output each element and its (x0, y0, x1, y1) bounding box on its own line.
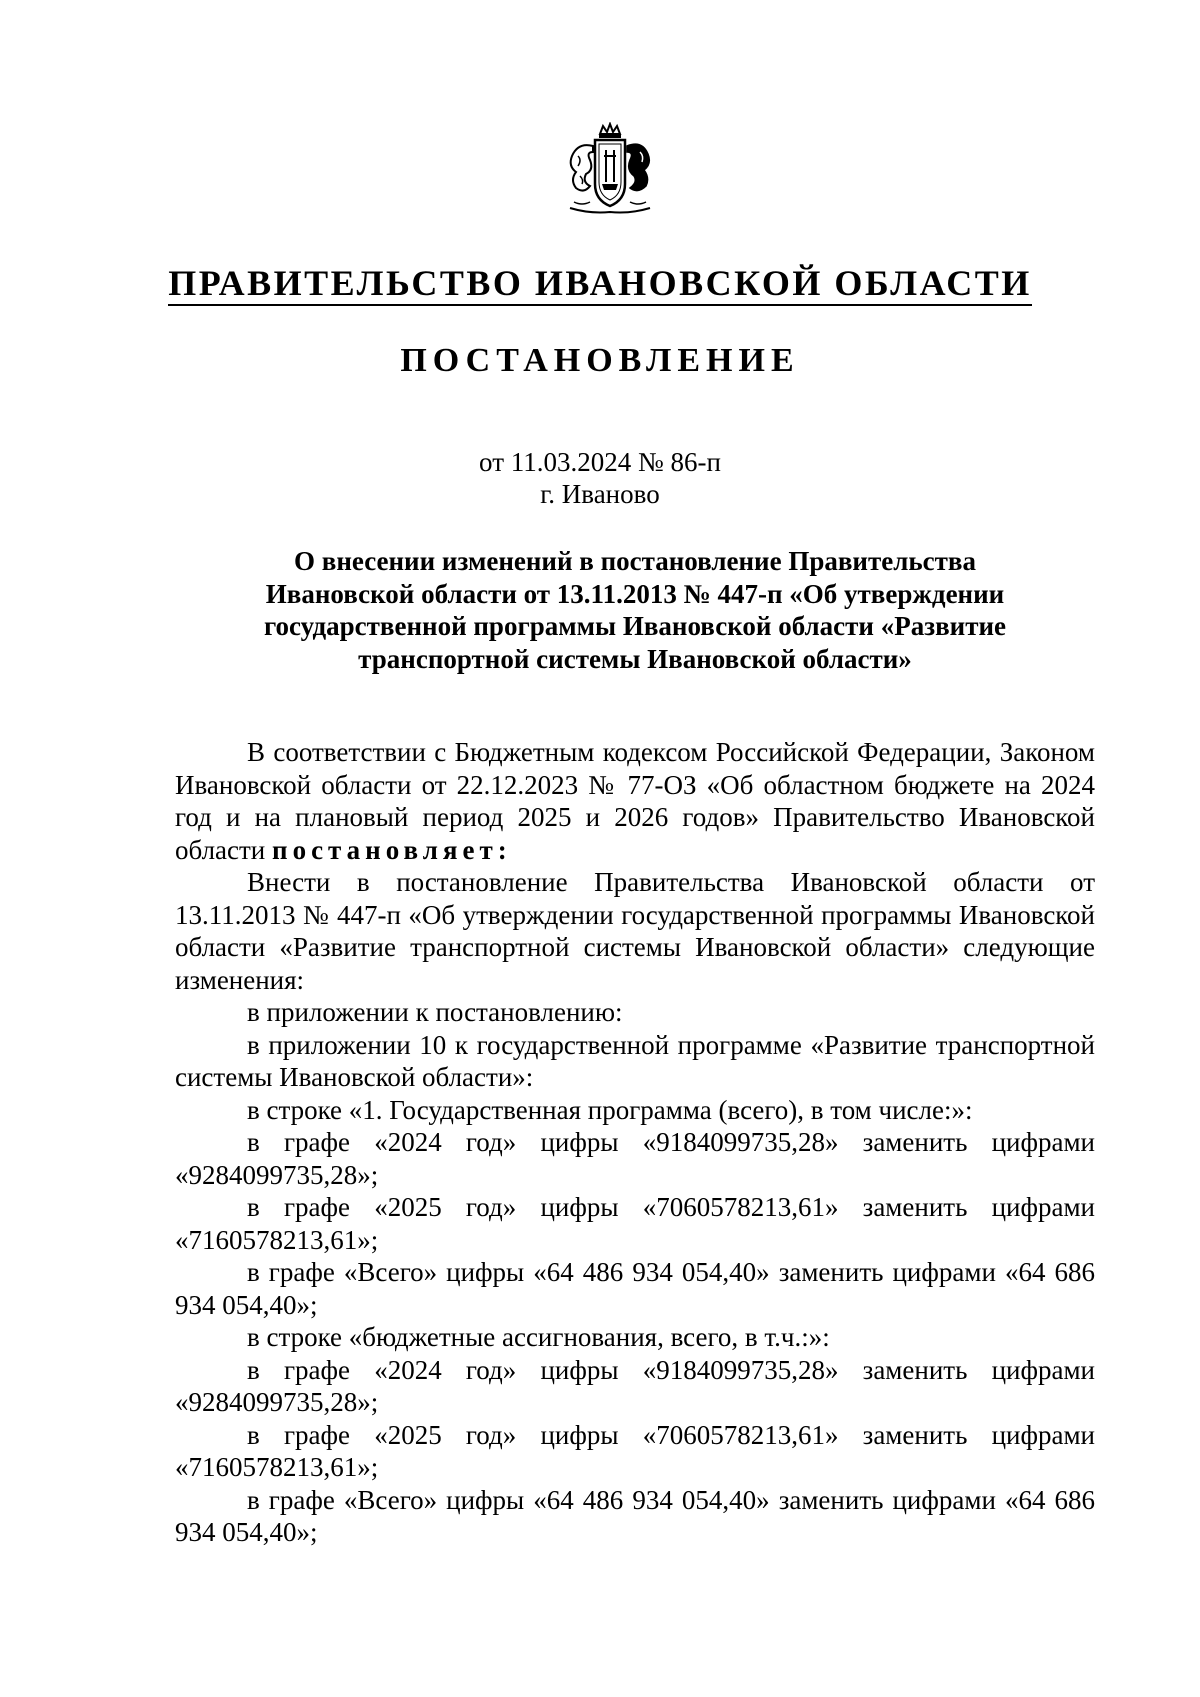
body-paragraph: в графе «Всего» цифры «64 486 934 054,40» заменить цифрами «64 686 934 054,40»; (175, 1257, 1095, 1320)
body-paragraph: в графе «2024 год» цифры «9184099735,28» заменить цифрами «9284099735,28»; (175, 1354, 1095, 1417)
body-paragraph: в приложении к постановлению: (247, 997, 623, 1027)
body-paragraph-preamble (175, 736, 1095, 866)
document-date-block (0, 446, 1200, 510)
document-date-number: от 11.03.2024 № 86-п (479, 447, 721, 477)
subject-line: О внесении изменений в постановление Правительства (294, 546, 976, 576)
body-paragraph: в графе «2024 год» цифры «9184099735,28» заменить цифрами «9284099735,28»; (175, 1127, 1095, 1190)
body-paragraph: в приложении 10 к государственной программе «Развитие транспортной системы Ивановской области»: (175, 1029, 1095, 1092)
body-paragraph: в графе «2025 год» цифры «7060578213,61» заменить цифрами «7160578213,61»; (175, 1419, 1095, 1482)
body-paragraph: в графе «2025 год» цифры «7060578213,61» заменить цифрами «7160578213,61»; (175, 1192, 1095, 1255)
government-title-text: ПРАВИТЕЛЬСТВО ИВАНОВСКОЙ ОБЛАСТИ (168, 263, 1032, 306)
body-paragraph: в графе «Всего» цифры «64 486 934 054,40» заменить цифрами «64 686 934 054,40»; (175, 1484, 1095, 1547)
body-paragraph: в строке «бюджетные ассигнования, всего, в т.ч.:»: (247, 1322, 830, 1352)
government-title (0, 262, 1200, 304)
document-subject (175, 545, 1095, 675)
subject-line: транспортной системы Ивановской области» (358, 643, 912, 674)
subject-line: Ивановской области от 13.11.2013 № 447-п «Об утверждении (265, 578, 1005, 609)
preamble-text: В соответствии с Бюджетным кодексом Российской Федерации, Законом Ивановской области от 22.12.2023 № 77-ОЗ «Об областном бюджете на 2024 год и на плановый период 2025 и 2026 годов» Правительство Ивановской области (175, 737, 1095, 865)
body-paragraph: в строке «1. Государственная программа (всего), в том числе:»: (247, 1094, 973, 1125)
document-city: г. Иваново (540, 479, 660, 509)
coat-of-arms-icon (560, 122, 660, 222)
resolving-verb: постановляет: (272, 834, 512, 865)
document-type-title: ПОСТАНОВЛЕНИЕ (400, 342, 800, 379)
document-body (175, 736, 1095, 1549)
body-paragraph: Внести в постановление Правительства Ивановской области от 13.11.2013 № 447-п «Об утверждении государственной программы Ивановской области «Развитие транспортной системы Ивановской области» следующие изменения: (175, 867, 1095, 995)
subject-line: государственной программы Ивановской области «Развитие (263, 611, 1007, 641)
